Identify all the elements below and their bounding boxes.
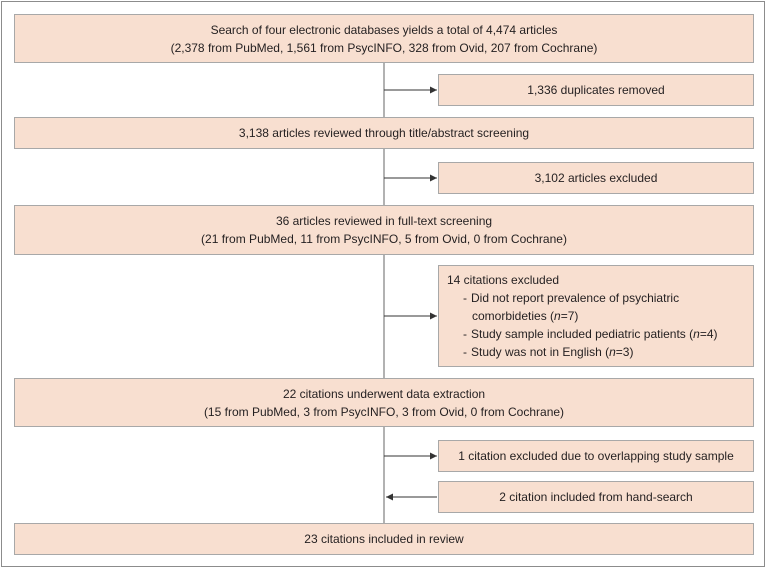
- fulltext-box: [14, 205, 754, 255]
- handsearch-box: [438, 481, 754, 513]
- excluded-fulltext-box: [438, 265, 754, 367]
- search-box-line1: Search of four electronic databases yields a total of 4,474 articles: [210, 22, 558, 37]
- fulltext-line1: 36 articles reviewed in full-text screening: [275, 214, 493, 228]
- exclusion-reason: - Did not report prevalence of psychiatric comorbideties (n=7): [463, 291, 680, 323]
- title-screen-text: 3,138 articles reviewed through title/abstract screening: [238, 126, 530, 140]
- extraction-line2: (15 from PubMed, 3 from PsycINFO, 3 from Ovid, 0 from Cochrane): [203, 404, 565, 419]
- extraction-box: [14, 378, 754, 427]
- handsearch-text: 2 citation included from hand-search: [499, 490, 693, 504]
- overlap-box: [438, 440, 754, 472]
- overlap-text: 1 citation excluded due to overlapping study sample: [458, 449, 734, 463]
- included-text: 23 citations included in review: [304, 532, 464, 546]
- excluded-title-text: 3,102 articles excluded: [534, 171, 658, 185]
- exclusion-reason: - Study sample included pediatric patients (n=4): [463, 327, 718, 341]
- search-box: [14, 14, 754, 63]
- excluded-title-box: [438, 162, 754, 194]
- fulltext-line2: (21 from PubMed, 11 from PsycINFO, 5 from Ovid, 0 from Cochrane): [201, 232, 567, 246]
- excluded-fulltext-heading: 14 citations excluded: [447, 273, 560, 287]
- search-box-line2: (2,378 from PubMed, 1,561 from PsycINFO, 328 from Ovid, 207 from Cochrane): [170, 40, 598, 55]
- exclusion-reasons-list: [447, 289, 718, 361]
- extraction-line1: 22 citations underwent data extraction: [282, 386, 486, 401]
- duplicates-box: [438, 74, 754, 106]
- duplicates-text: 1,336 duplicates removed: [527, 83, 665, 97]
- included-box: [14, 523, 754, 555]
- title-screen-box: [14, 117, 754, 149]
- exclusion-reason: - Study was not in English (n=3): [463, 345, 634, 359]
